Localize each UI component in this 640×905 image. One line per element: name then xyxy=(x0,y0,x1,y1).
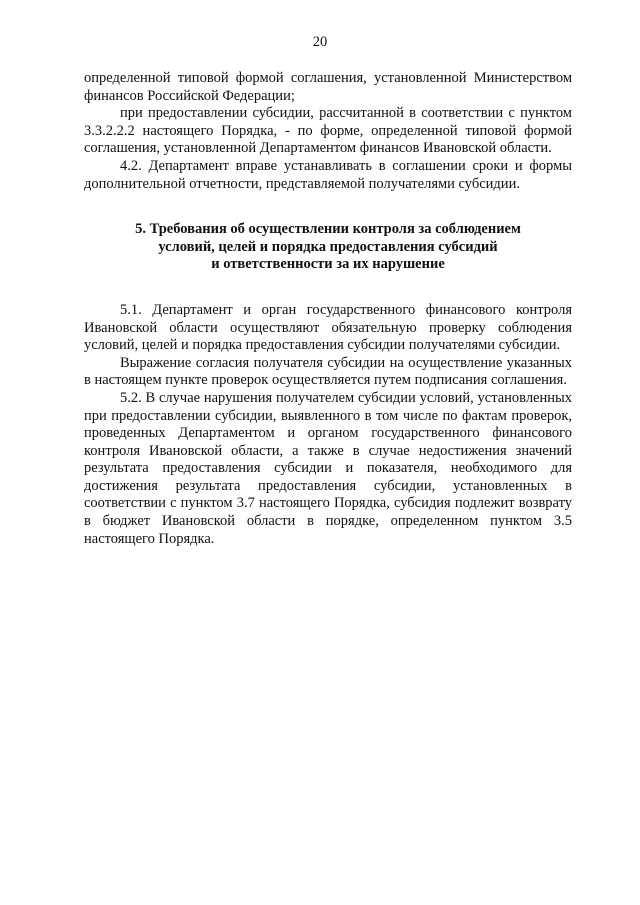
page-number: 20 xyxy=(312,34,328,50)
section-5-heading xyxy=(84,221,572,274)
paragraph-4-2: 4.2. Департамент вправе устанавливать в соглашении сроки и формы дополнительной отчетности, представляемой получателями субсидии. xyxy=(84,157,572,192)
section-heading-line: 5. Требования об осуществлении контроля за соблюдением xyxy=(135,221,521,238)
paragraph-subsidy-form: при предоставлении субсидии, рассчитанной в соответствии с пунктом 3.3.2.2.2 настоящего Порядка, - по форме, определенной типовой формой соглашения, установленной Департаментом финансов Ивановской области. xyxy=(84,105,572,157)
paragraph-continuation: определенной типовой формой соглашения, установленной Министерством финансов Российской Федерации; xyxy=(84,70,572,104)
document-body xyxy=(84,70,572,548)
paragraph-5-1: 5.1. Департамент и орган государственного финансового контроля Ивановской области осуществляют обязательную проверку соблюдения условий, целей и порядка предоставления субсидии получателями субсидии. xyxy=(84,301,572,354)
paragraph-consent: Выражение согласия получателя субсидии на осуществление указанных в настоящем пункте проверок осуществляется путем подписания соглашения. xyxy=(84,354,572,389)
paragraph-5-2: 5.2. В случае нарушения получателем субсидии условий, установленных при предоставлении субсидии, выявленного в том числе по фактам проверок, проведенных Департаментом и органом государственного финансового контроля Ивановской области, а также в случае недостижения значений результата предоставления субсидии и показателя, необходимого для достижения результата предоставления субсидии, установленных в соответствии с пунктом 3.7 настоящего Порядка, субсидия подлежит возврату в бюджет Ивановской области в порядке, определенном пунктом 3.5 настоящего Порядка. xyxy=(84,389,572,547)
section-heading-line: и ответственности за их нарушение xyxy=(211,256,445,273)
section-heading-line: условий, целей и порядка предоставления субсидий xyxy=(158,238,498,255)
